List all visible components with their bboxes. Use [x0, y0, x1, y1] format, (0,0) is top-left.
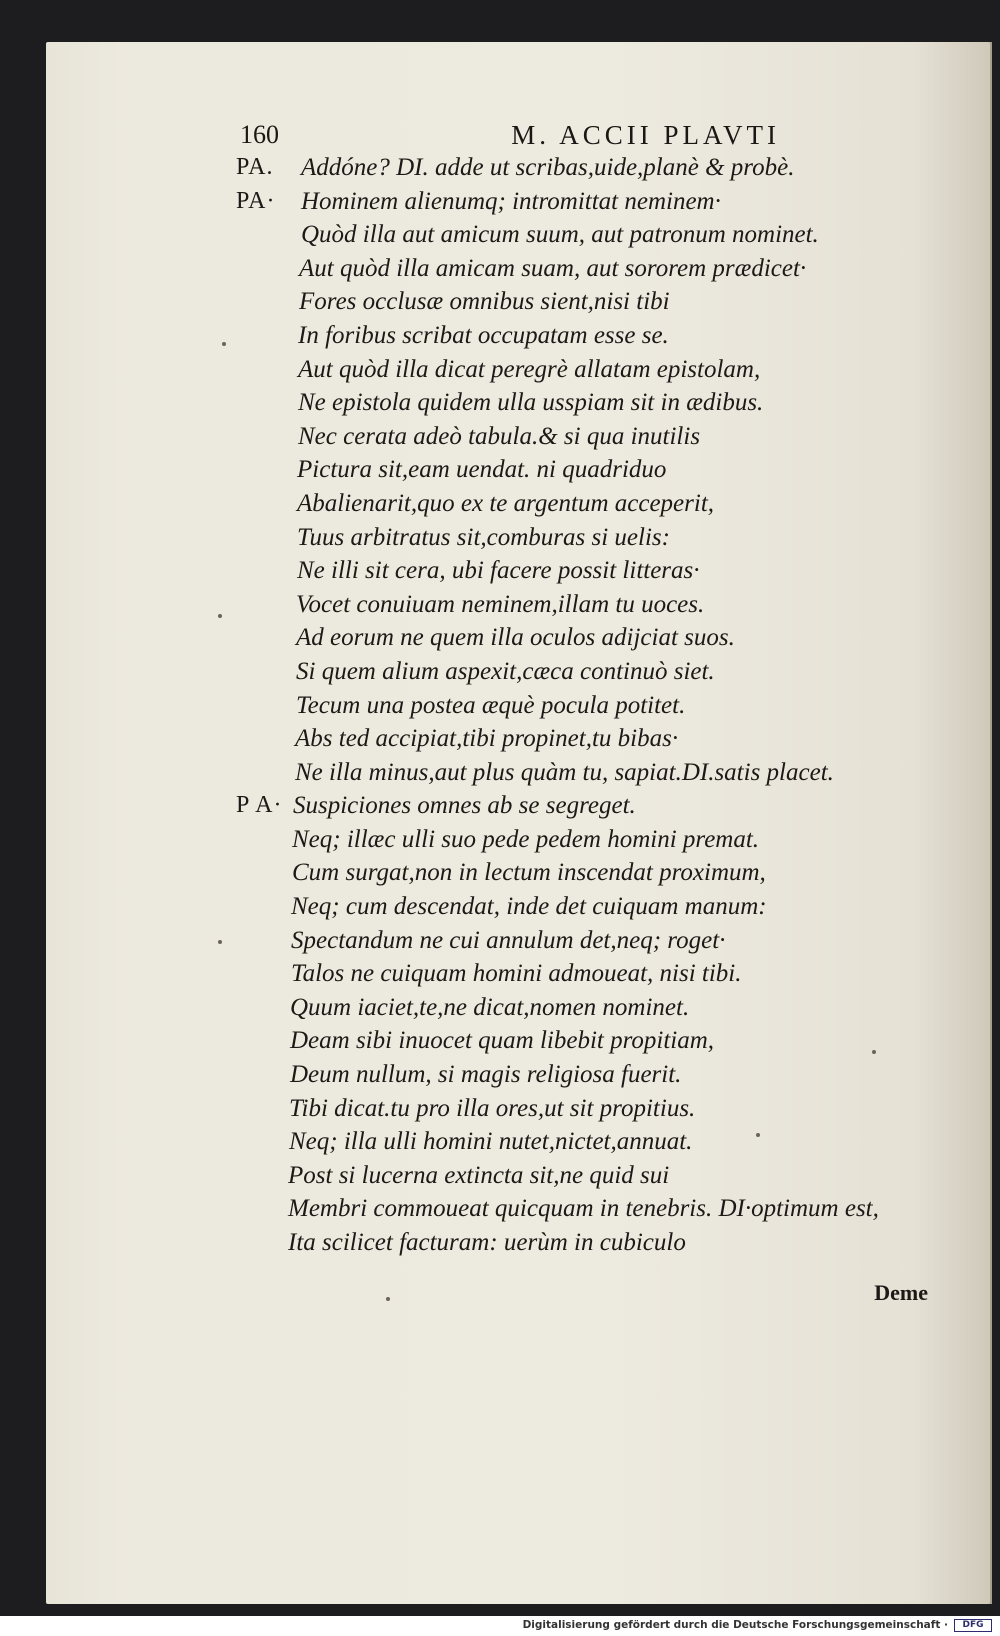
funding-credit: Digitalisierung gefördert durch die Deutsche Forschungsgemeinschaft · — [522, 1619, 948, 1631]
verse-line — [238, 1024, 938, 1058]
verse-text: Talos ne cuiquam homini admoueat, nisi tibi. — [291, 960, 742, 988]
verse-line — [238, 1226, 938, 1260]
verse-line — [238, 1125, 938, 1159]
verse-text: Suspiciones omnes ab se segreget. — [293, 792, 636, 820]
verse-line — [238, 319, 938, 353]
verse-line — [238, 487, 938, 521]
dfg-logo-text: DFG — [962, 1620, 984, 1630]
verse-line — [238, 621, 938, 655]
verse-text: In foribus scribat occupatam esse se. — [298, 321, 669, 349]
verse-line — [238, 218, 938, 252]
verse-text: Deum nullum, si magis religiosa fuerit. — [290, 1061, 682, 1089]
verse-line — [238, 957, 938, 991]
speaker-label: PA· — [236, 187, 276, 214]
verse-text: Quòd illa aut amicum suum, aut patronum nominet. — [301, 221, 819, 249]
ink-speck — [222, 342, 226, 346]
ink-speck — [218, 614, 222, 618]
verse-text: Tuus arbitratus sit,comburas si uelis: — [297, 523, 670, 551]
verse-text: Abalienarit,quo ex te argentum acceperit, — [297, 489, 715, 517]
verse-text: Neq; cum descendat, inde det cuiquam manum: — [291, 893, 767, 921]
verse-line — [238, 789, 938, 823]
page-number: 160 — [240, 120, 279, 149]
verse-text: Aut quòd illa dicat peregrè allatam epistolam, — [298, 355, 761, 383]
verse-line — [238, 890, 938, 924]
verse-line — [238, 588, 938, 622]
page-header — [240, 120, 780, 154]
verse-text: Tecum una postea æquè pocula potitet. — [296, 691, 686, 719]
verse-line — [238, 823, 938, 857]
verse-line — [238, 453, 938, 487]
catchword: Deme — [874, 1280, 928, 1305]
verse-line — [238, 1159, 938, 1193]
verse-text: Neq; illa ulli homini nutet,nictet,annuat. — [289, 1128, 693, 1156]
verse-text: Ad eorum ne quem illa oculos adijciat suos. — [296, 624, 735, 652]
verse-line — [238, 1058, 938, 1092]
verse-text: Pictura sit,eam uendat. ni quadriduo — [297, 456, 667, 484]
verse-text: Si quem alium aspexit,cæca continuò siet. — [296, 657, 715, 685]
verse-text: Addóne? DI. adde ut scribas,uide,planè & probè. — [301, 154, 795, 181]
speaker-label: PA. — [236, 154, 274, 180]
verse-line — [238, 722, 938, 756]
verse-text: Ita scilicet facturam: uerùm in cubiculo — [288, 1229, 686, 1256]
verse-line — [238, 151, 938, 185]
verse-line — [238, 185, 938, 219]
footer-bar — [0, 1616, 1000, 1636]
verse-line — [238, 386, 938, 420]
ink-speck — [218, 940, 222, 944]
verse-line — [238, 756, 938, 790]
verse-line — [238, 655, 938, 689]
verse-text: Ne epistola quidem ulla usspiam sit in ædibus. — [298, 389, 764, 417]
verse-line — [238, 856, 938, 890]
verse-line — [238, 689, 938, 723]
verse-text: Ne illi sit cera, ubi facere possit litteras· — [297, 557, 700, 585]
running-head: M. ACCII PLAVTI — [511, 120, 780, 150]
verse-text-block — [238, 151, 938, 1260]
verse-line — [238, 1092, 938, 1126]
verse-text: Quum iaciet,te,ne dicat,nomen nominet. — [290, 993, 690, 1021]
verse-text: Tibi dicat.tu pro illa ores,ut sit propitius. — [289, 1094, 696, 1122]
verse-line — [238, 521, 938, 555]
verse-text: Ne illa minus,aut plus quàm tu, sapiat.DI.satis placet. — [295, 758, 834, 786]
verse-line — [238, 554, 938, 588]
verse-text: Hominem alienumq; intromittat neminem· — [301, 187, 721, 215]
verse-text: Abs ted accipiat,tibi propinet,tu bibas· — [295, 725, 679, 753]
verse-text: Aut quòd illa amicam suam, aut sororem prædicet· — [299, 254, 807, 282]
verse-line — [238, 924, 938, 958]
verse-text: Membri commoueat quicquam in tenebris. DI·optimum est, — [288, 1195, 879, 1223]
verse-line — [238, 353, 938, 387]
verse-text: Neq; illæc ulli suo pede pedem homini premat. — [292, 825, 760, 853]
verse-text: Fores occlusæ omnibus sient,nisi tibi — [299, 288, 670, 316]
verse-line — [238, 1192, 938, 1226]
ink-speck — [386, 1297, 390, 1301]
verse-text: Cum surgat,non in lectum inscendat proximum, — [292, 859, 766, 887]
verse-line — [238, 420, 938, 454]
verse-text: Post si lucerna extincta sit,ne quid sui — [288, 1161, 670, 1189]
verse-line — [238, 285, 938, 319]
verse-line — [238, 991, 938, 1025]
dfg-logo — [954, 1619, 992, 1632]
speaker-label: P A· — [236, 792, 283, 819]
verse-text: Deam sibi inuocet quam libebit propitiam, — [290, 1027, 715, 1055]
verse-text: Spectandum ne cui annulum det,neq; roget· — [291, 926, 726, 954]
verse-text: Nec cerata adeò tabula.& si qua inutilis — [298, 422, 701, 450]
verse-line — [238, 252, 938, 286]
verse-text: Vocet conuiuam neminem,illam tu uoces. — [296, 590, 705, 618]
